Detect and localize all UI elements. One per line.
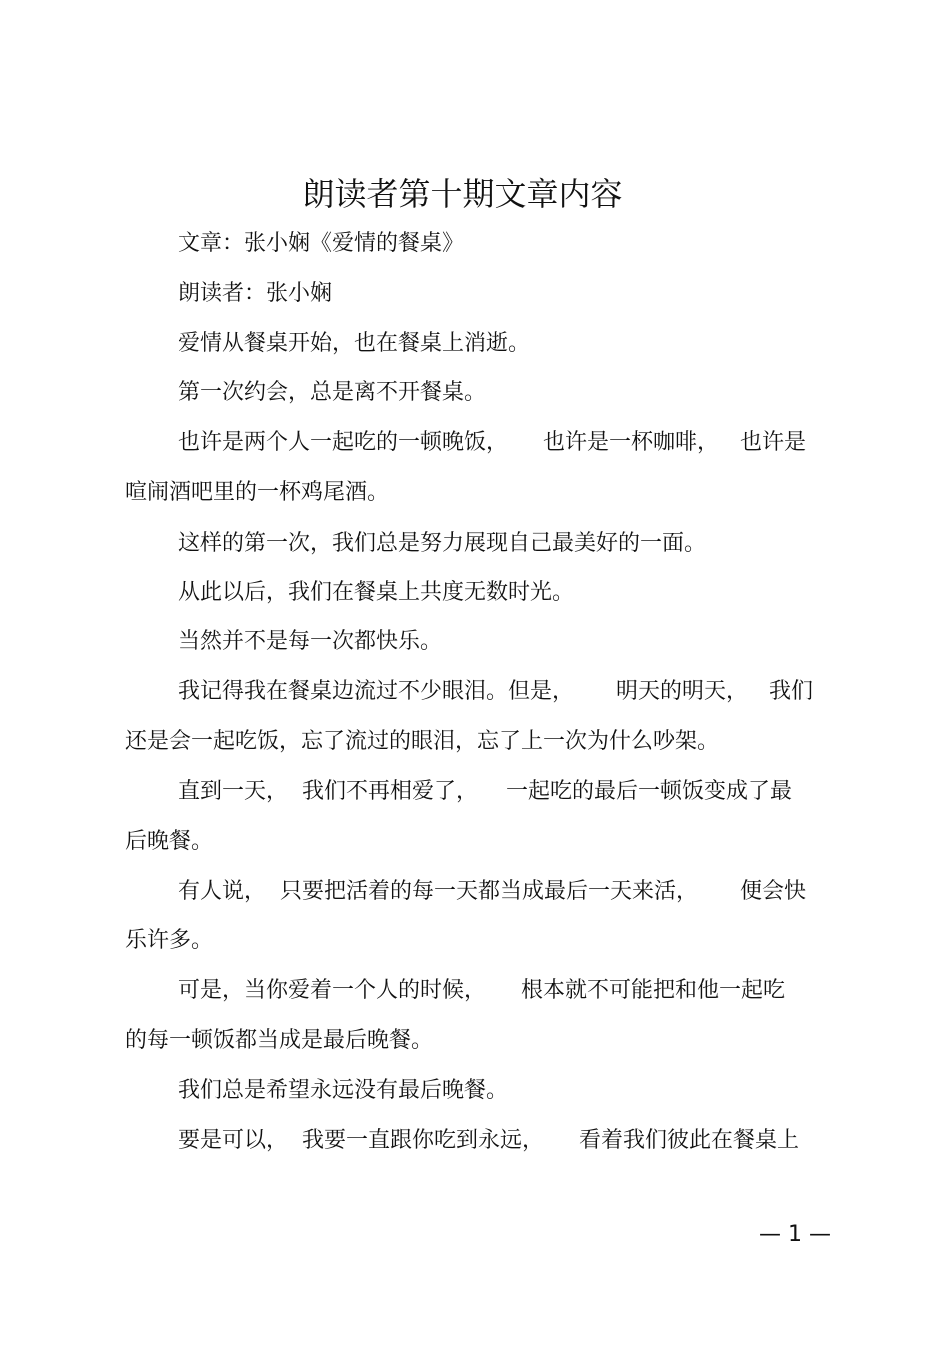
text-line: 朗读者：张小娴 [178,281,333,306]
text-line: 这样的第一次，我们总是努力展现自己最美好的一面。 [178,531,707,556]
text-line: 我们总是希望永远没有最后晚餐。 [178,1078,509,1103]
text-line: 要是可以， 我要一直跟你吃到永远， 看着我们彼此在餐桌上 [178,1128,799,1153]
text-line: 有人说， 只要把活着的每一天都当成最后一天来活， 便会快 [178,879,806,904]
text-line: 文章：张小娴《爱情的餐桌》 [178,231,465,256]
text-line: 爱情从餐桌开始，也在餐桌上消逝。 [178,331,531,356]
page-number: — 1 — [759,1222,831,1247]
text-line: 我记得我在餐桌边流过不少眼泪。但是， 明天的明天， 我们 [178,679,813,704]
document-title: 朗读者第十期文章内容 [302,175,623,213]
text-line: 后晚餐。 [125,829,214,854]
text-line: 可是，当你爱着一个人的时候， 根本就不可能把和他一起吃 [178,978,785,1003]
text-line: 直到一天， 我们不再相爱了， 一起吃的最后一顿饭变成了最 [178,779,792,804]
text-line: 还是会一起吃饭，忘了流过的眼泪，忘了上一次为什么吵架。 [125,729,720,754]
text-line: 第一次约会，总是离不开餐桌。 [178,380,487,405]
text-line: 从此以后，我们在餐桌上共度无数时光。 [178,580,575,605]
text-line: 喧闹酒吧里的一杯鸡尾酒。 [125,480,390,505]
text-line: 当然并不是每一次都快乐。 [178,629,443,654]
text-line: 的每一顿饭都当成是最后晚餐。 [125,1028,434,1053]
text-line: 乐许多。 [125,928,214,953]
text-line: 也许是两个人一起吃的一顿晚饭， 也许是一杯咖啡， 也许是 [178,430,806,455]
